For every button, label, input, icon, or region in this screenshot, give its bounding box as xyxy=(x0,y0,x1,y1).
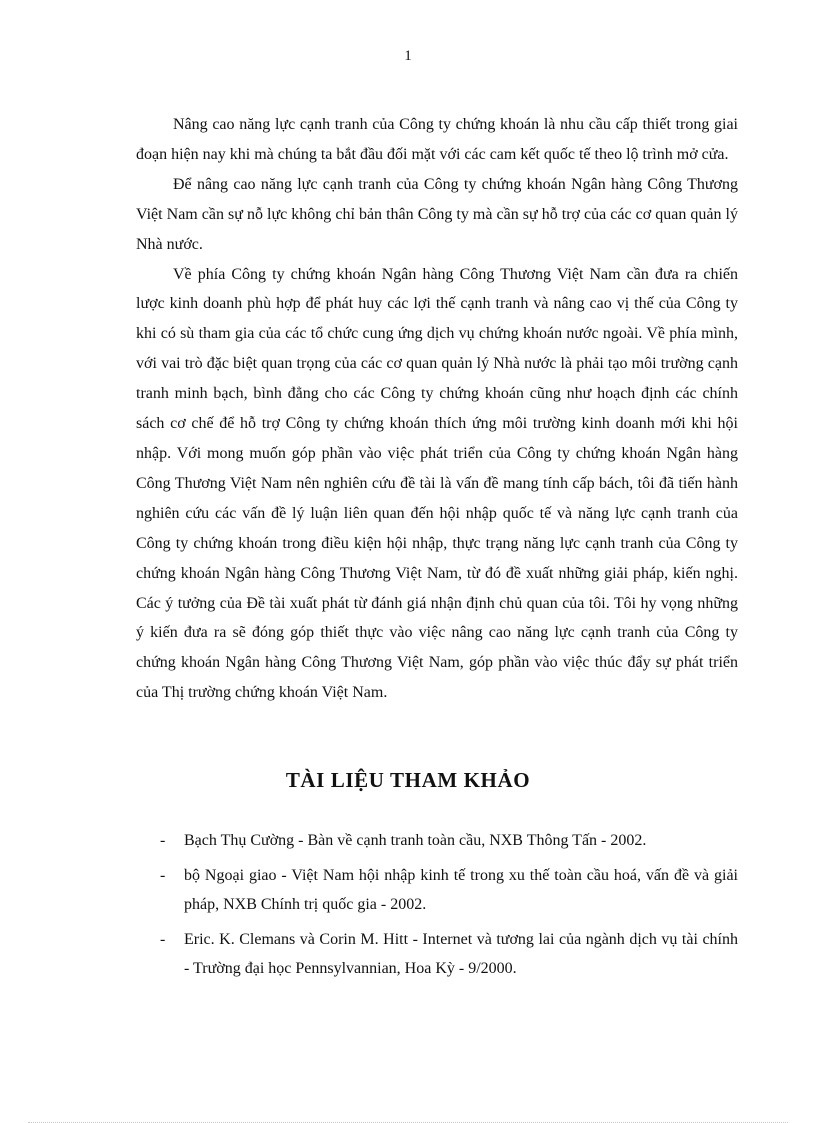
list-dash: - xyxy=(160,867,166,884)
page-number: 1 xyxy=(404,48,412,64)
body-text xyxy=(136,110,738,708)
reference-text: bộ Ngoại giao - Việt Nam hội nhập kinh tế trong xu thế toàn cầu hoá, vấn đề và giải pháp, NXB Chính trị quốc gia - 2002. xyxy=(184,867,738,913)
paragraph: Nâng cao năng lực cạnh tranh của Công ty chứng khoán là nhu cầu cấp thiết trong giai đoạn hiện nay khi mà chúng ta bắt đầu đối mặt với các cam kết quốc tế theo lộ trình mở cửa. xyxy=(136,116,738,163)
reference-item xyxy=(136,925,738,983)
reference-item xyxy=(136,861,738,919)
paragraph: Để nâng cao năng lực cạnh tranh của Công ty chứng khoán Ngân hàng Công Thương Việt Nam cần sự nỗ lực không chỉ bản thân Công ty mà cần sự hỗ trợ của các cơ quan quản lý Nhà nước. xyxy=(136,175,738,253)
paragraph: Về phía Công ty chứng khoán Ngân hàng Công Thương Việt Nam cần đưa ra chiến lược kinh doanh phù hợp để phát huy các lợi thế cạnh tranh và nâng cao vị thế của Công ty khi có sù tham gia của các tổ chức cung ứng dịch vụ chứng khoán nước ngoài. Về phía mình, với vai trò đặc biệt quan trọng của các cơ quan quản lý Nhà nước là phải tạo môi trường cạnh tranh minh bạch, bình đẳng cho các Công ty chứng khoán cũng như hoạch định các chính sách cơ chế để hỗ trợ Công ty chứng khoán thích ứng môi trường kinh doanh mới khi hội nhập. Với mong muốn góp phần vào việc phát triển của Công ty chứng khoán Ngân hàng Công Thương Việt Nam nên nghiên cứu đề tài là vấn đề mang tính cấp bách, tôi đã tiến hành nghiên cứu các vấn đề lý luận liên quan đến hội nhập quốc tế và năng lực cạnh tranh của Công ty chứng khoán trong điều kiện hội nhập, thực trạng năng lực cạnh tranh của Công ty chứng khoán Ngân hàng Công Thương Việt Nam, từ đó đề xuất những giải pháp, kiến nghị. Các ý tưởng của Đề tài xuất phát từ đánh giá nhận định chủ quan của tôi. Tôi hy vọng những ý kiến đưa ra sẽ đóng góp thiết thực vào việc nâng cao năng lực cạnh tranh của Công ty chứng khoán Ngân hàng Công Thương Việt Nam, góp phần vào việc thúc đẩy sự phát triển của Thị trường chứng khoán Việt Nam. xyxy=(136,265,738,702)
reference-list xyxy=(136,826,738,989)
list-dash: - xyxy=(160,832,166,849)
reference-item xyxy=(136,826,738,855)
list-dash: - xyxy=(160,931,166,948)
reference-text: Bạch Thụ Cường - Bàn về cạnh tranh toàn cầu, NXB Thông Tấn - 2002. xyxy=(184,832,647,849)
reference-text: Eric. K. Clemans và Corin M. Hitt - Internet và tương lai của ngành dịch vụ tài chính - Trường đại học Pennsylvannian, Hoa Kỳ - 9/2000. xyxy=(184,931,738,977)
references-heading: TÀI LIỆU THAM KHẢO xyxy=(285,768,531,792)
